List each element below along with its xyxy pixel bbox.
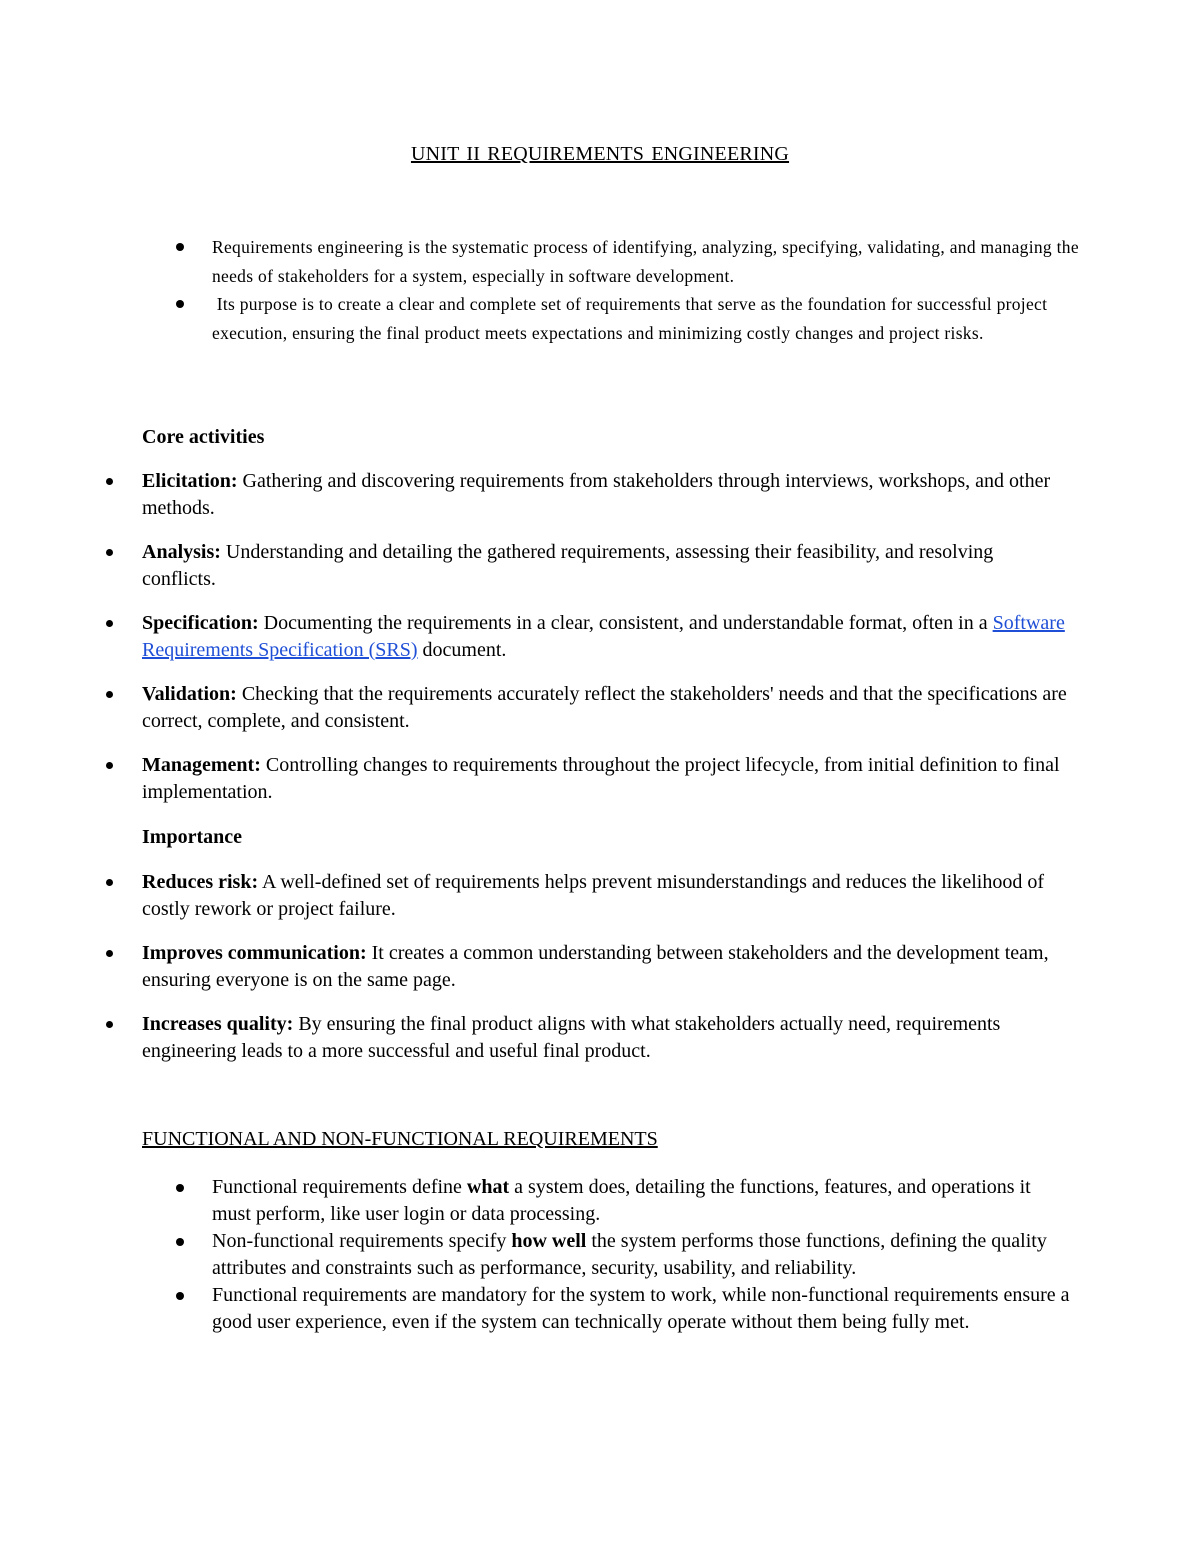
- item-emphasis: how well: [511, 1230, 587, 1252]
- item-text: Controlling changes to requirements throughout the project lifecycle, from initial definition to final implementation.: [142, 754, 1060, 803]
- item-text-after: the system performs those functions, defining the quality attributes and constraints such as performance, security, usability, and reliability.: [212, 1230, 1047, 1279]
- intro-text: Requirements engineering is the systematic process of identifying, analyzing, specifying, validating, and managing the needs of stakeholders for a system, especially in software development.: [212, 237, 1079, 286]
- item-text: Non-functional requirements specify: [212, 1230, 512, 1252]
- item-term: Validation:: [142, 683, 237, 705]
- bullet-icon: [176, 1238, 184, 1246]
- item-text: Understanding and detailing the gathered requirements, assessing their feasibility, and resolving conflicts.: [142, 541, 994, 590]
- bullet-icon: [106, 620, 113, 627]
- srs-link[interactable]: Software Requirements Specification (SRS): [142, 612, 1065, 661]
- list-item: [142, 681, 1072, 735]
- list-item: [142, 869, 1072, 923]
- list-item: [212, 1282, 1072, 1336]
- bullet-icon: [106, 762, 113, 769]
- bullet-icon: [176, 1292, 184, 1300]
- list-item: [142, 940, 1072, 994]
- item-text: A well-defined set of requirements helps prevent misunderstandings and reduces the likelihood of costly rework or project failure.: [142, 871, 1045, 920]
- page-title: UNIT II REQUIREMENTS ENGINEERING: [410, 143, 790, 165]
- bullet-icon: [176, 243, 184, 251]
- list-item: [212, 1228, 1072, 1282]
- intro-list: [212, 233, 1082, 347]
- bullet-icon: [176, 1184, 184, 1192]
- item-text: Functional requirements define: [212, 1176, 467, 1198]
- bullet-icon: [106, 950, 113, 957]
- intro-text: Its purpose is to create a clear and complete set of requirements that serve as the foundation for successful project execution, ensuring the final product meets expectations and minimizing costly changes and project risks.: [212, 294, 1052, 343]
- item-text-after: document.: [417, 639, 507, 661]
- item-emphasis: what: [466, 1176, 510, 1198]
- bullet-icon: [106, 691, 113, 698]
- functional-list: [212, 1174, 1072, 1336]
- item-text: Documenting the requirements in a clear, consistent, and understandable format, often in a: [258, 612, 993, 634]
- item-text: Checking that the requirements accurately reflect the stakeholders' needs and that the specifications are correct, complete, and consistent.: [142, 683, 1067, 732]
- bullet-icon: [106, 879, 113, 886]
- bullet-icon: [176, 300, 184, 308]
- item-term: Increases quality:: [142, 1013, 294, 1035]
- list-item: [142, 752, 1072, 806]
- list-item: [212, 1174, 1072, 1228]
- item-term: Specification:: [142, 612, 259, 634]
- core-activities-heading: Core activities: [142, 426, 265, 448]
- core-activities-list: [142, 468, 1072, 823]
- list-item: [142, 468, 1072, 522]
- item-term: Analysis:: [142, 541, 221, 563]
- list-item: [142, 1011, 1072, 1065]
- functional-section-title: FUNCTIONAL AND NON-FUNCTIONAL REQUIREMENTS: [142, 1128, 658, 1150]
- item-text-after: a system does, detailing the functions, features, and operations it must perform, like user login or data processing.: [212, 1176, 1031, 1225]
- item-term: Management:: [142, 754, 261, 776]
- item-text: It creates a common understanding between stakeholders and the development team, ensuring everyone is on the same page.: [142, 942, 1049, 991]
- intro-item: [212, 290, 1082, 347]
- list-item: [142, 610, 1072, 664]
- bullet-icon: [106, 549, 113, 556]
- importance-list: [142, 869, 1072, 1082]
- item-text: By ensuring the final product aligns with what stakeholders actually need, requirements engineering leads to a more successful and useful final product.: [142, 1013, 1001, 1062]
- bullet-icon: [106, 478, 113, 485]
- item-term: Improves communication:: [142, 942, 367, 964]
- item-text: Functional requirements are mandatory for the system to work, while non-functional requirements ensure a good user experience, even if the system can technically operate without them being fully met.: [212, 1284, 1070, 1333]
- item-term: Elicitation:: [142, 470, 238, 492]
- list-item: [142, 539, 1072, 593]
- importance-heading: Importance: [142, 826, 242, 848]
- item-term: Reduces risk:: [142, 871, 259, 893]
- item-text: Gathering and discovering requirements from stakeholders through interviews, workshops, and other methods.: [142, 470, 1051, 519]
- intro-item: [212, 233, 1082, 290]
- bullet-icon: [106, 1021, 113, 1028]
